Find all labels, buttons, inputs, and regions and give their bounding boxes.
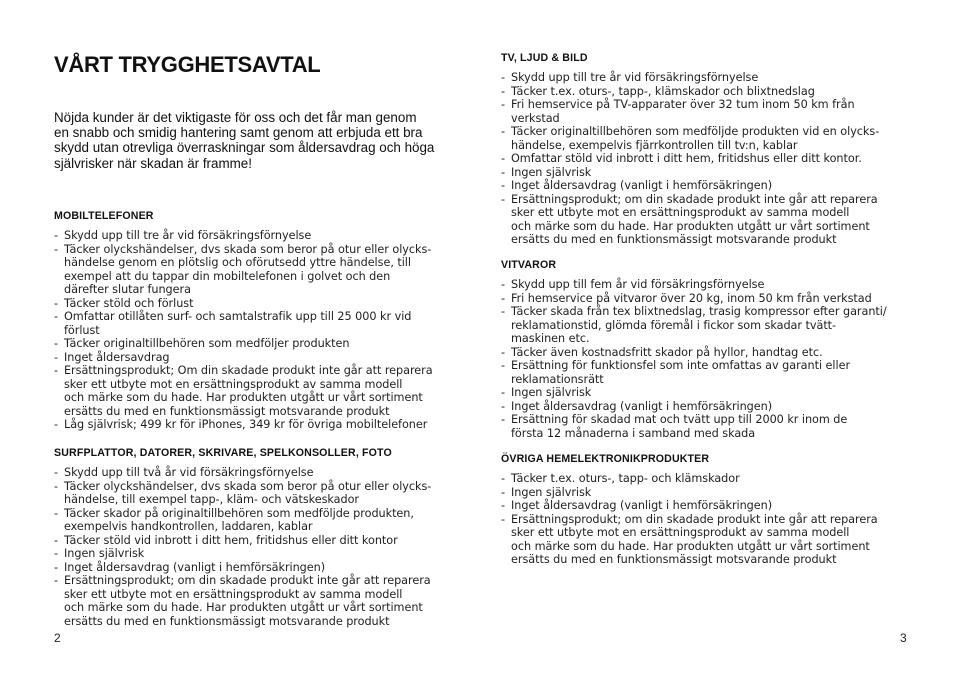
list-item: - Skydd upp till två år vid försäkringsförnyelse	[54, 466, 314, 479]
list-item: - Ingen självrisk	[501, 165, 592, 179]
list-item: - Ersättning för skadad mat och tvätt upp till 2000 kr inom de första 12 månaderna i samband med skada	[501, 413, 848, 440]
list-item: - Ersättningsprodukt; om din skadade produkt inte går att reparera sker ett utbyte mot en ersättningsprodukt av samma modell och märke som du hade. Har produkten utgått ur vårt sortiment ersätts du med en funktionsmässigt motsvarande produkt	[501, 512, 878, 566]
list-item: - Ingen självrisk	[54, 547, 145, 560]
item-list	[501, 278, 921, 440]
list-item: - Fri hemservice på TV-apparater över 32 tum inom 50 km från verkstad	[501, 98, 855, 125]
list-item: - Ersättningsprodukt; Om din skadade produkt inte går att reparera sker ett utbyte mot en ersättningsprodukt av samma modell och märke som du hade. Har produkten utgått ur vårt sortiment ersätts du med en funktionsmässigt motsvarande produkt	[54, 364, 433, 418]
list-item: - Skydd upp till tre år vid försäkringsförnyelse	[501, 71, 759, 84]
list-item: - Inget åldersavdrag (vanligt i hemförsäkringen)	[54, 560, 326, 574]
section-title: SURFPLATTOR, DATORER, SKRIVARE, SPELKONSOLLER, FOTO	[54, 447, 392, 459]
list-item: - Omfattar otillåten surf- och samtalstrafik upp till 25 000 kr vid förlust	[54, 310, 412, 337]
list-item: - Skydd upp till tre år vid försäkringsförnyelse	[54, 229, 312, 242]
section-title: ÖVRIGA HEMELEKTRONIKPRODUKTER	[501, 453, 710, 465]
section-title: VITVAROR	[501, 259, 557, 271]
page-number: 3	[900, 631, 907, 645]
list-item: - Omfattar stöld vid inbrott i ditt hem, fritidshus eller ditt kontor.	[501, 152, 862, 165]
list-item: - Inget åldersavdrag (vanligt i hemförsäkringen)	[501, 399, 773, 413]
list-item: - Täcker även kostnadsfritt skador på hyllor, handtag etc.	[501, 345, 823, 359]
list-item: - Inget åldersavdrag (vanligt i hemförsäkringen)	[501, 179, 773, 192]
right-page	[480, 0, 960, 691]
section-vitvaror	[501, 259, 921, 440]
list-item: - Inget åldersavdrag	[54, 350, 170, 364]
list-item: - Inget åldersavdrag (vanligt i hemförsäkringen)	[501, 499, 773, 512]
list-item: - Täcker stöld och förlust	[54, 296, 194, 310]
list-item: - Täcker t.ex. oturs-, tapp-, klämskador och blixtnedslag	[501, 84, 815, 98]
list-item: - Ersättningsprodukt; om din skadade produkt inte går att reparera sker ett utbyte mot en ersättningsprodukt av samma modell och märke som du hade. Har produkten utgått ur vårt sortiment ersätts du med en funktionsmässigt motsvarande produkt	[54, 574, 431, 628]
list-item: - Låg självrisk; 499 kr för iPhones, 349 kr för övriga mobiltelefoner	[54, 418, 428, 431]
list-item: - Täcker originaltillbehören som medföljer produkten	[54, 337, 350, 350]
list-item: - Ingen självrisk	[501, 485, 592, 499]
list-item: - Täcker originaltillbehören som medföljde produkten vid en olycks- händelse, exempelvis fjärrkontrollen till tv:n, kablar	[501, 125, 880, 152]
item-list	[54, 229, 458, 432]
intro-text: Nöjda kunder är det viktigaste för oss och det får man genom en snabb och smidig hantering samt genom att erbjuda ett bra skydd utan otrevliga överraskningar som åldersavdrag och höga självrisker när skadan är framme!	[54, 110, 435, 171]
list-item: - Ersättning för funktionsfel som inte omfattas av garanti eller reklamationsrätt	[501, 359, 851, 386]
item-list	[501, 472, 921, 567]
section-ovriga-hemelektronik	[501, 453, 921, 567]
section-mobiltelefoner	[54, 210, 458, 432]
list-item: - Täcker skada från tex blixtnedslag, trasig kompressor efter garanti/ reklamationstid, glömda föremål i fickor som skadar tvätt- maskinen etc.	[501, 305, 887, 345]
list-item: - Skydd upp till fem år vid försäkringsförnyelse	[501, 278, 765, 291]
list-item: - Täcker olyckshändelser, dvs skada som beror på otur eller olycks- händelse, till exempel tapp-, kläm- och vätskeskador	[54, 479, 432, 506]
list-item: - Ingen självrisk	[501, 386, 592, 399]
page-number: 2	[54, 631, 61, 645]
list-item: - Täcker t.ex. oturs-, tapp- och klämskador	[501, 472, 740, 485]
section-title: MOBILTELEFONER	[54, 210, 154, 222]
list-item: - Ersättningsprodukt; om din skadade produkt inte går att reparera sker ett utbyte mot en ersättningsprodukt av samma modell och märke som du hade. Har produkten utgått ur vårt sortiment ersätts du med en funktionsmässigt motsvarande produkt	[501, 192, 878, 246]
list-item: - Täcker stöld vid inbrott i ditt hem, fritidshus eller ditt kontor	[54, 533, 398, 547]
section-surfplattor	[54, 447, 458, 628]
section-tv-ljud-bild	[501, 52, 921, 247]
item-list	[54, 466, 458, 628]
item-list	[501, 71, 921, 247]
list-item: - Fri hemservice på vitvaror över 20 kg, inom 50 km från verkstad	[501, 291, 872, 305]
section-title: TV, LJUD & BILD	[501, 52, 588, 64]
page-title: VÅRT TRYGGHETSAVTAL	[54, 52, 321, 77]
list-item: - Täcker olyckshändelser, dvs skada som beror på otur eller olycks- händelse genom en plötslig och oförutsedd yttre händelse, till exempel att du tappar din mobiltelefonen i golvet och den därefter slutar fungera	[54, 242, 432, 296]
list-item: - Täcker skador på originaltillbehören som medföljde produkten, exempelvis handkontrollen, laddaren, kablar	[54, 506, 414, 533]
